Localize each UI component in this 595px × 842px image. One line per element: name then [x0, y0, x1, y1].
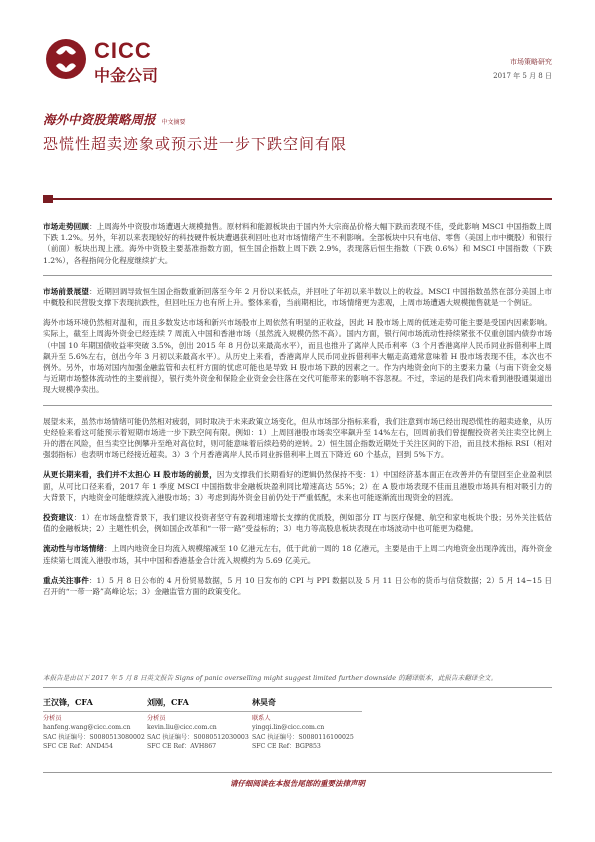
paragraph-lead: 重点关注事件 [43, 575, 89, 585]
paragraph-text: ：1）5 月 8 日公布的 4 月份贸易数据，5 月 10 日发布的 CPI 与 PPI 数据以及 5 月 11 日公布的货币与信贷数据；2）5 月 14~15 日召开的“一带一路”高峰论坛；3）金融监管方面的政策变化。 [43, 575, 552, 597]
report-type: 市场策略研究 [510, 58, 552, 66]
analyst-divider [147, 711, 257, 712]
paragraph-text: 展望未来，虽然市场情绪可能仍然相对疲弱，同时取决于未来政策立场变化，但从市场部分指标来看，我们注意到市场已经出现恐慌性的超卖迹象，从历史经验来看这可能预示着短期市场进一步下跌空间有限。例如：1）上周回港股市场卖空率飙升至 14%左右，回周前我们曾提醒投资者关注卖空比例上升的潜在风险，但当卖空比例攀升至绝对高位时，则可能意味着后续趋势的逆转。2）恒生国企指数近期处于关注区间的下沿，而且技术指标 RSI（相对强弱指标）也表明市场已经接近超卖。3）3 个月香港离岸人民币同业拆借利率上周五下降近 60 个基点，回到 5%下方。 [43, 416, 552, 460]
paragraph-text: ：上周海外中资股市场遭遇大规模抛售。原材料和能源板块由于国内外大宗商品价格大幅下跌而表现不佳，受此影响 MSCI 中国指数上周下跌 1.2%。另外，年初以来表现较好的科技硬件板块遭遇获利回吐也对市场情绪产生不利影响。全部板块中只有电信、零售（美国上市中概股）和银行（前面）板块出现上涨。海外中资股主要基准指数方面，恒生国企指数上周下跌 2.9%，表现落后恒生指数（下跌 0.6%）和 MSCI 中国指数（下跌 1.2%），各程指间分化程度继续扩大。 [43, 222, 553, 265]
series-title [43, 110, 186, 128]
paragraph-lead: 流动性与市场情绪 [43, 544, 104, 554]
analyst-email[interactable]: kevin.liu@cicc.com.cn [147, 724, 217, 732]
paragraph-advice [43, 512, 552, 534]
paragraph-lead: 从更长期来看，我们并不太担心 H 股市场的前景， [43, 470, 217, 480]
legal-disclaimer-link[interactable]: 请仔细阅读在本报告尾部的重要法律声明 [230, 779, 365, 788]
paragraph-outlook [43, 286, 552, 308]
paragraph-lead: 投资建议 [43, 513, 74, 523]
logo-cn-text: 中金公司 [94, 68, 159, 85]
paragraph-text: ：上周内地资金日均流入规模缩减至 10 亿港元左右，低于此前一周的 18 亿港元，主要是由于上周二内地资金出现净流出，海外资金连续第七周流入港股市场，其中中国和香港基金合计流入规模约为 5.69 亿美元。 [43, 544, 552, 565]
paragraph-liquidity [43, 543, 552, 565]
header-divider [43, 198, 552, 200]
sfc-label: SFC CE Ref： [147, 743, 191, 751]
cicc-logo [42, 32, 182, 90]
analyst-role: 分析员 [43, 714, 62, 722]
sac-number: S0080513080002 [89, 733, 145, 741]
paragraph-text: 海外市场环境仍然相对温和，而且多数发达市场和新兴市场股市上周依然有明显的正收益，因此 H 股市场上周的低迷走势可能主要是受国内因素影响。实际上，截至上周海外资金已经连续 7 周流入中国和香港市场（虽然流入规模仍然不高）。国内方面，银行间市场流动性持续紧张不仅重创国内债券市场（中国 10 年期国债收益率突破 3.5%，创出 2015 年 8 月份以来最高水平），而且也推升了离岸人民币利率（3 个月香港离岸人民币同业拆借利率上周飙升至 5.6%左右，创出今年 3 月初以来最高水平）。从历史上来看，香港离岸人民币同业拆借利率大幅走高通常意味着 H 股市场表现不佳，本次也不例外。另外，市场对国内加强金融监管和去杠杆方面的忧虑可能也是导致 H 股市场下跌的因素之一。作为内地资金向下的主要来力量（与南下资金交易与近期市场整体流动性的主要前提），银行类外资金和保险企业资金会往落在交代可能带来的影响不容忽视。不过，幸运的是我们尚未看到港股通渠道出现大规模净卖出。 [43, 318, 552, 395]
report-date: 2017 年 5 月 8 日 [493, 72, 552, 80]
paragraph-text: ：1）在市场盘整背景下，我们建议投资者坚守有盈利增速增长支撑的优质股，例如部分 IT 与医疗保健、航空和家电板块个股；另外关注低估值的金融板块；2）主题性机会，例如国企改革和“一带一路”受益标的；3）电力等高股息板块表现在市场波动中也可能更为稳健。 [43, 513, 553, 534]
paragraph-lead: 市场走势回顾 [43, 222, 89, 231]
analyst-sfc [252, 742, 402, 752]
analyst-name: 王汉锋，CFA [43, 697, 93, 707]
note-divider [43, 687, 552, 688]
translation-note: 本报告是由以下 2017 年 5 月 8 日英文报告 Signs of panic overselling might suggest limited further downside 的翻译版本，此报告未翻译全文。 [43, 674, 498, 682]
paragraph-forward [43, 416, 552, 461]
sac-label: SAC 执证编号： [147, 733, 194, 741]
sac-label: SAC 执证编号： [252, 733, 299, 741]
paragraph-long-term [43, 469, 552, 503]
sfc-number: AVH867 [190, 743, 217, 751]
analyst-card [252, 698, 402, 752]
paragraph-lead: 市场前景展望 [43, 286, 89, 296]
sfc-number: AND454 [86, 743, 113, 751]
series-title-text: 海外中资股策略周报 [43, 112, 156, 127]
report-body [43, 221, 552, 606]
paragraph-review [43, 221, 552, 266]
sfc-label: SFC CE Ref： [43, 743, 87, 751]
sac-label: SAC 执证编号： [43, 733, 90, 741]
section-divider [43, 275, 552, 276]
analyst-role: 分析员 [147, 714, 166, 722]
sfc-number: BGP853 [295, 743, 321, 751]
analyst-divider [252, 711, 362, 712]
series-tag: 中文摘要 [161, 119, 186, 126]
analyst-email[interactable]: hanfeng.wang@cicc.com.cn [43, 724, 131, 732]
sac-number: S0080512030003 [193, 733, 249, 741]
analyst-sac [252, 733, 402, 743]
paragraph-text: ：近期回调导致恒生国企指数重新回落至今年 2 月份以来低点，并回吐了年初以来半数以上的收益。MSCI 中国指数虽然在部分美国上市中概股和民营股支撑下表现抗跌性，但回吐压力也有所上升。整体来看，当前期相比，市场情绪更为悲观，上周市场遭遇大规模抛售就是一个例证。 [43, 286, 552, 308]
analyst-email[interactable]: yingqi.lin@cicc.com.cn [252, 724, 325, 732]
sfc-label: SFC CE Ref： [252, 743, 296, 751]
section-divider [43, 405, 552, 406]
paragraph-events [43, 575, 552, 597]
paragraph-environment [43, 317, 552, 395]
logo-en-text: CICC [94, 38, 152, 63]
sac-number: S0080116100025 [298, 733, 354, 741]
analyst-divider [43, 711, 153, 712]
footer-divider [43, 772, 552, 773]
analyst-role: 联系人 [252, 714, 271, 722]
paragraph-text: 因为支撑我们长期看好的逻辑仍然保持不变：1）中国经济基本面正在改善并仍有望回至企业盈利层面，从可比口径来看，2017 年 1 季度 MSCI 中国指数非金融板块盈利同比增速高达 55%；2）在 A 股市场表现不佳而且港股市场具有相对吸引力的大背景下，内地资金可能继续流入港股市场；3）考虑到海外资金目前仍处于严重低配，未来也可能逐渐流出现资金的回流。 [43, 470, 552, 502]
report-meta [493, 55, 552, 83]
header-accent-block [43, 195, 53, 203]
analyst-name: 刘刚，CFA [147, 697, 189, 707]
analyst-name: 林昊奇 [252, 697, 276, 707]
page-title: 恐慌性超卖迹象或预示进一步下跌空间有限 [43, 135, 348, 153]
